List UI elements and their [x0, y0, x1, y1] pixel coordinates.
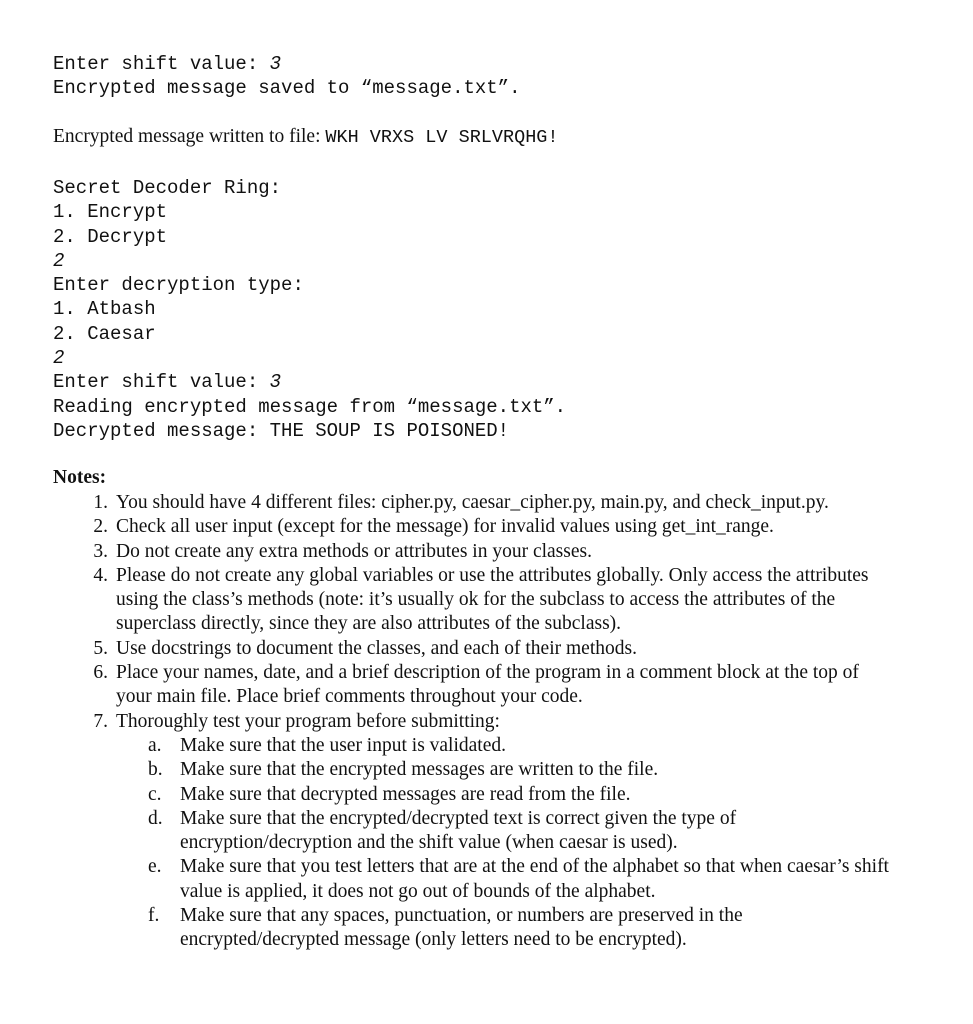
note-text: Use docstrings to document the classes, and each of their methods. — [116, 637, 637, 659]
console-line: Enter decryption type: — [53, 274, 304, 297]
console-line: Decrypted message: THE SOUP IS POISONED! — [53, 419, 510, 442]
test-letter: d. — [148, 807, 163, 829]
note-item — [78, 515, 898, 539]
note-number: 4. — [93, 564, 108, 586]
note-number: 6. — [93, 662, 108, 684]
note-text: Do not create any extra methods or attributes in your classes. — [116, 540, 592, 562]
note-number: 5. — [93, 637, 108, 659]
test-text: Make sure that the user input is validated. — [180, 734, 506, 756]
user-input: 2 — [53, 347, 65, 370]
note-text: Place your names, date, and a brief description of the program in a comment block at the top of your main file. Place brief comments throughout your code. — [116, 662, 859, 708]
note-number: 7. — [93, 710, 108, 732]
written-message-line — [53, 125, 559, 150]
user-input: 3 — [269, 371, 282, 394]
test-letter: e. — [148, 856, 162, 878]
test-letter: c. — [148, 783, 162, 805]
test-item — [116, 783, 898, 807]
test-item — [116, 855, 898, 904]
user-input: 3 — [269, 53, 282, 75]
note-text: Thoroughly test your program before submitting: — [116, 710, 500, 732]
note-item — [78, 564, 898, 637]
console-output-decrypt — [53, 176, 566, 443]
test-text: Make sure that any spaces, punctuation, or numbers are preserved in the encrypted/decrypted message (only letters need to be encrypted). — [180, 905, 743, 951]
console-output-encrypt — [53, 52, 520, 101]
test-letter: f. — [148, 905, 160, 927]
test-text: Make sure that the encrypted/decrypted text is correct given the type of encryption/decryption and the shift value (when caesar is used). — [180, 807, 737, 854]
note-text: Check all user input (except for the message) for invalid values using get_int_range. — [116, 516, 774, 538]
note-item — [78, 637, 898, 661]
note-item — [78, 661, 898, 710]
test-letter: a. — [148, 734, 162, 756]
test-item — [116, 807, 898, 856]
note-item — [78, 540, 898, 564]
test-checklist — [116, 734, 898, 953]
test-item — [116, 734, 898, 758]
user-input: 2 — [53, 249, 65, 272]
console-line: Secret Decoder Ring: — [53, 177, 282, 199]
console-line — [53, 249, 566, 273]
console-line: 2. Decrypt — [53, 225, 168, 248]
console-line: Encrypted message saved to “message.txt”. — [53, 77, 521, 100]
test-item — [116, 904, 898, 953]
note-item — [78, 491, 898, 515]
note-item — [78, 710, 898, 953]
note-text: Please do not create any global variables or use the attributes globally. Only access the attributes using the class’s methods (note: it’s usually ok for the subclass to access the attributes of the superclass directly, since they are also attributes of the subclass). — [116, 564, 869, 635]
written-value: WKH VRXS LV SRLVRQHG! — [325, 127, 559, 148]
console-line: Enter shift value: 3 — [53, 53, 282, 75]
notes-heading: Notes: — [53, 467, 107, 488]
notes-list — [78, 491, 898, 953]
test-text: Make sure that the encrypted messages are written to the file. — [180, 759, 659, 781]
written-label: Encrypted message written to file: — [53, 126, 326, 147]
console-line: 1. Atbash — [53, 298, 156, 321]
test-text: Make sure that decrypted messages are read from the file. — [180, 783, 631, 805]
console-line: Reading encrypted message from “message.txt”. — [53, 395, 567, 418]
note-text: You should have 4 different files: cipher.py, caesar_cipher.py, main.py, and check_input.py. — [116, 492, 829, 513]
console-line: Enter shift value: 3 — [53, 371, 282, 394]
test-item — [116, 758, 898, 782]
console-line: 2. Caesar — [53, 322, 156, 345]
console-line — [53, 346, 566, 370]
test-letter: b. — [148, 759, 163, 781]
console-line: 1. Encrypt — [53, 201, 168, 224]
note-number: 2. — [93, 516, 108, 538]
note-number: 1. — [93, 492, 108, 513]
note-number: 3. — [93, 540, 108, 562]
test-text: Make sure that you test letters that are at the end of the alphabet so that when caesar’s shift value is applied, it does not go out of bounds of the alphabet. — [180, 856, 889, 902]
